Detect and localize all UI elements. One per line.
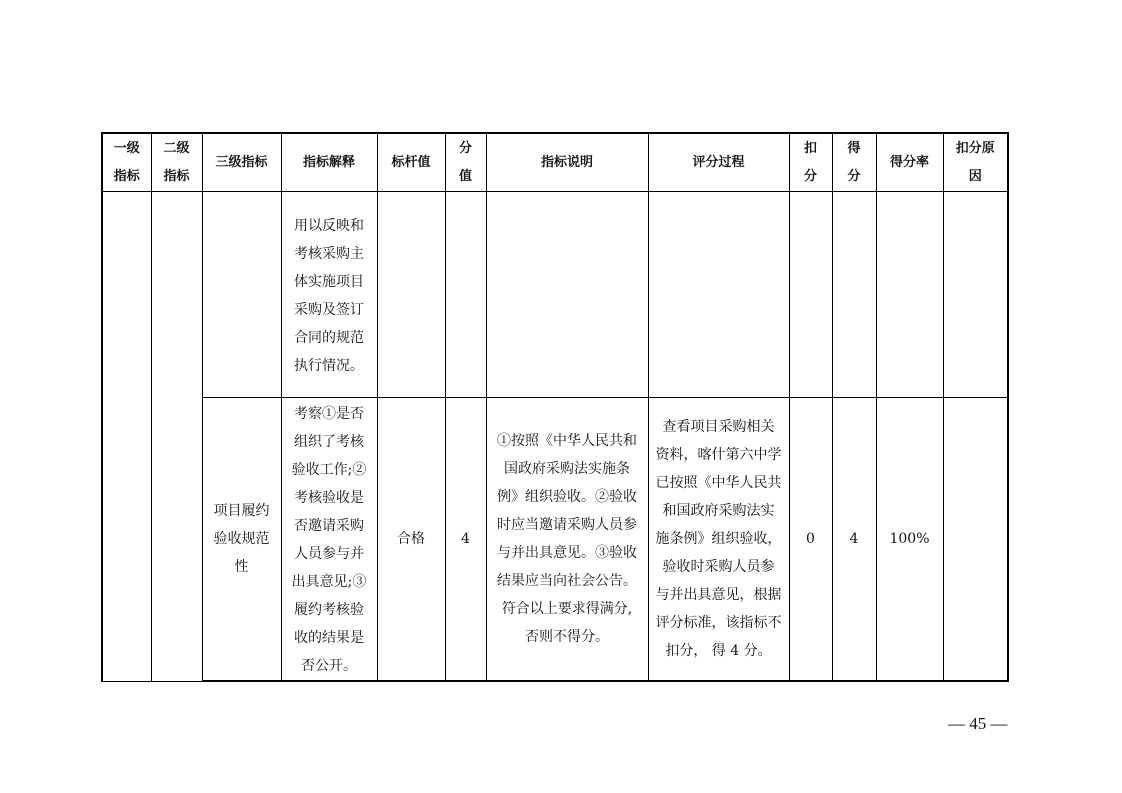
deduct-cell [789, 192, 832, 398]
header-level3: 三级指标 [202, 133, 281, 192]
header-deduct: 扣 分 [789, 133, 832, 192]
level3-cell [202, 192, 281, 398]
table-row [102, 192, 1008, 398]
rate-cell: 100% [876, 398, 943, 682]
description-cell: ①按照《中华人民共和 国政府采购法实施条 例》组织验收。②验收 时应当邀请采购人员参 与并出具意见。③验收 结果应当向社会公告。 符合以上要求得满分, 否则不得分。 [486, 398, 648, 682]
header-reason: 扣分原 因 [943, 133, 1008, 192]
deduct-cell: 0 [789, 398, 832, 682]
level1-cell [102, 192, 151, 682]
gained-cell [832, 192, 876, 398]
header-process: 评分过程 [648, 133, 789, 192]
table-row [102, 398, 1008, 682]
score-cell [445, 192, 486, 398]
score-cell: 4 [445, 398, 486, 682]
description-cell [486, 192, 648, 398]
process-cell: 查看项目采购相关 资料，喀什第六中学 已按照《中华人民共 和国政府采购法实 施条例》组织验收， 验收时采购人员参 与并出具意见，根据 评分标准，该指标不 扣分， 得 4 分。 [648, 398, 789, 682]
header-score: 分 值 [445, 133, 486, 192]
benchmark-cell: 合格 [377, 398, 445, 682]
benchmark-cell [377, 192, 445, 398]
page-number: — 45 — [948, 714, 1008, 733]
level3-cell: 项目履约 验收规范 性 [202, 398, 281, 682]
evaluation-table [101, 132, 1009, 682]
gained-cell: 4 [832, 398, 876, 682]
header-benchmark: 标杆值 [377, 133, 445, 192]
explanation-cell: 考察①是否 组织了考核 验收工作;② 考核验收是 否邀请采购 人员参与并 出具意见;③ 履约考核验 收的结果是 否公开。 [281, 398, 377, 682]
header-row [102, 133, 1008, 192]
reason-cell [943, 192, 1008, 398]
reason-cell [943, 398, 1008, 682]
rate-cell [876, 192, 943, 398]
header-rate: 得分率 [876, 133, 943, 192]
header-explanation: 指标解释 [281, 133, 377, 192]
header-description: 指标说明 [486, 133, 648, 192]
header-level2: 二级 指标 [151, 133, 202, 192]
header-gained: 得 分 [832, 133, 876, 192]
header-level1: 一级 指标 [102, 133, 151, 192]
process-cell [648, 192, 789, 398]
explanation-cell: 用以反映和 考核采购主 体实施项目 采购及签订 合同的规范 执行情况。 [281, 192, 377, 398]
level2-cell [151, 192, 202, 682]
